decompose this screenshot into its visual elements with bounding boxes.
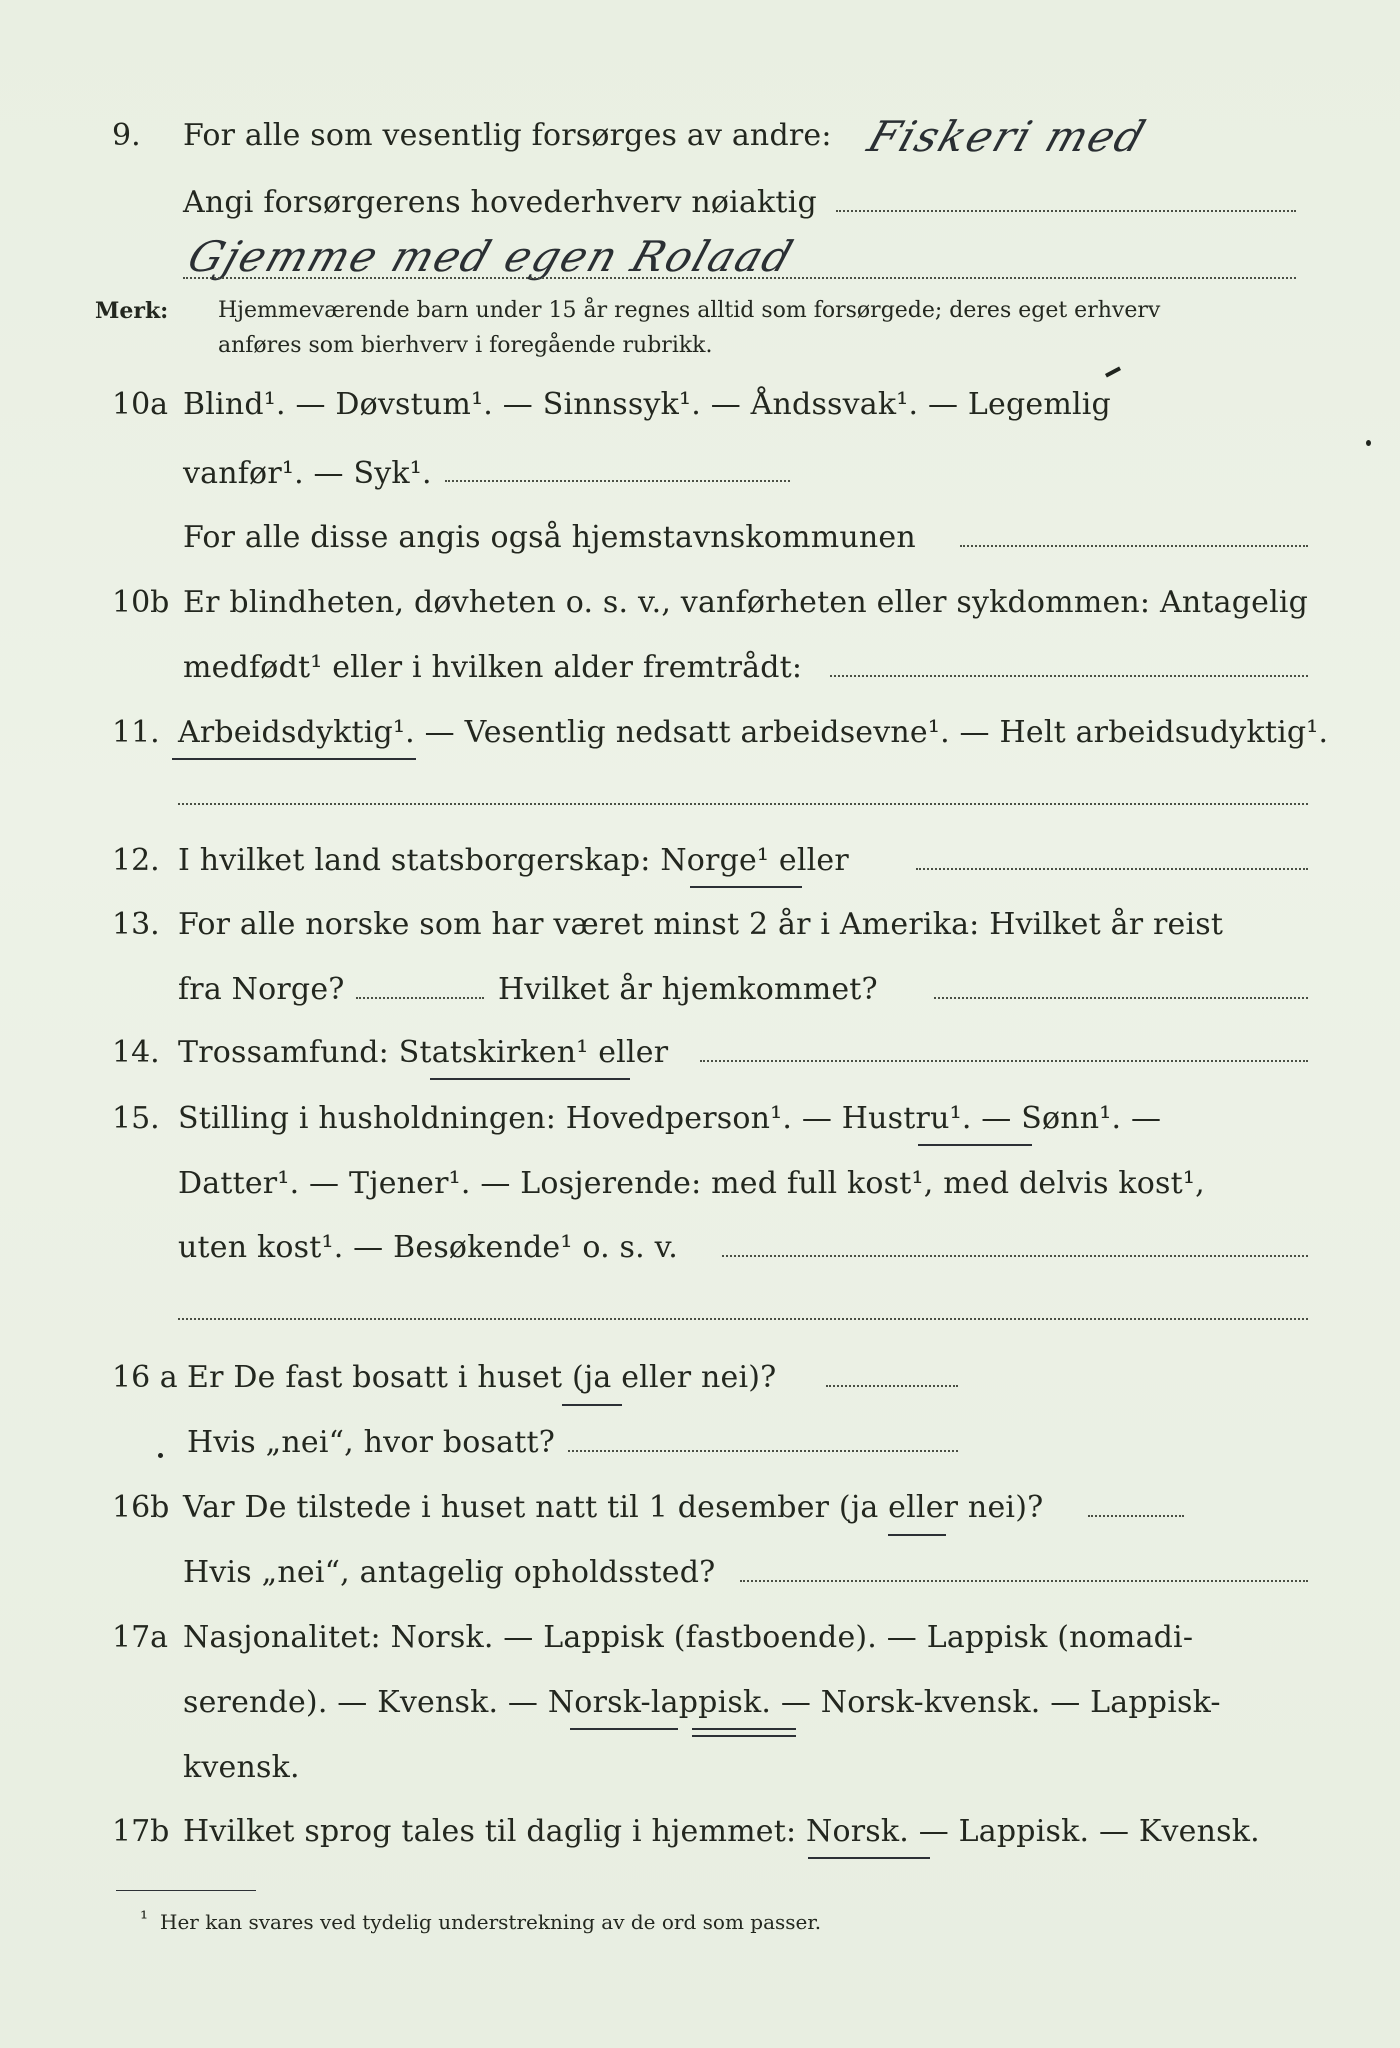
q15-fill-line-1 (722, 1255, 1308, 1257)
q11-fill-line (178, 803, 1308, 805)
q16a-fill-line-2 (568, 1450, 958, 1452)
q15-line1: Stilling i husholdningen: Hovedperson¹. — Hustru¹. — Sønn¹. — (178, 1101, 1162, 1136)
q12-number: 12. (112, 843, 160, 878)
q12-fill-line (916, 868, 1308, 870)
q10a-line1: Blind¹. — Døvstum¹. — Sinnssyk¹. — Åndssvak¹. — Legemlig (183, 387, 1111, 422)
q15-underline-hustru (918, 1144, 1032, 1146)
q14-number: 14. (112, 1035, 160, 1070)
q9-number: 9. (112, 118, 141, 153)
q13-fill-line-1 (356, 997, 484, 999)
footnote-mark: ¹ (140, 1906, 149, 1930)
q9-fill-line-1 (836, 210, 1296, 212)
footnote-text: Her kan svares ved tydelig understrekning av de ord som passer. (160, 1910, 822, 1934)
q17b-underline-norsk (808, 1857, 930, 1859)
q15-line3: uten kost¹. — Besøkende¹ o. s. v. (178, 1230, 678, 1265)
q16a-number: 16 a (112, 1360, 178, 1395)
q16b-line1: Var De tilstede i huset natt til 1 desember (ja eller nei)? (183, 1490, 1044, 1525)
q16b-number: 16b (112, 1490, 170, 1525)
q16b-underline-ja (888, 1534, 946, 1536)
q10a-line2: vanfør¹. — Syk¹. (183, 456, 432, 491)
q13-line2b: Hvilket år hjemkommet? (498, 972, 878, 1007)
q15-line2: Datter¹. — Tjener¹. — Losjerende: med full kost¹, med delvis kost¹, (178, 1166, 1205, 1201)
q10a-fill-line-2 (960, 545, 1308, 547)
q9-handwriting-1: Fiskeri med (862, 112, 1153, 161)
q12-underline-norge (690, 886, 802, 888)
q10a-line3: For alle disse angis også hjemstavnskommunen (183, 520, 916, 555)
merk-label: Merk: (95, 298, 169, 324)
q11-line1: Arbeidsdyktig¹. — Vesentlig nedsatt arbeidsevne¹. — Helt arbeidsudyktig¹. (178, 715, 1329, 750)
q17a-underline-norsk (570, 1728, 678, 1730)
q16b-fill-line-1 (1088, 1515, 1184, 1517)
footnote-separator (116, 1890, 256, 1891)
q10b-line2: medfødt¹ eller i hvilken alder fremtrådt: (183, 650, 803, 685)
q11-number: 11. (112, 715, 160, 750)
q15-number: 15. (112, 1101, 160, 1136)
q11-underline-arbeidsdyktig (172, 758, 416, 760)
q16b-fill-line-2 (740, 1580, 1308, 1582)
q10b-line1: Er blindheten, døvheten o. s. v., vanførheten eller sykdommen: Antagelig (183, 585, 1309, 620)
q16b-line2: Hvis „nei“, antagelig opholdssted? (183, 1555, 716, 1590)
q17a-line2: serende). — Kvensk. — Norsk-lappisk. — Norsk-kvensk. — Lappisk- (183, 1685, 1221, 1720)
q17b-number: 17b (112, 1814, 170, 1849)
q10a-number: 10a (112, 387, 169, 422)
q10b-fill-line (830, 675, 1308, 677)
ink-dot (158, 1453, 163, 1458)
q15-fill-line-2 (178, 1318, 1308, 1320)
q10a-fill-line-1 (445, 480, 790, 482)
q9-fill-line-2 (183, 277, 1296, 279)
merk-line1: Hjemmeværende barn under 15 år regnes alltid som forsørgede; deres eget erhverv (218, 298, 1161, 323)
q13-line1: For alle norske som har været minst 2 år i Amerika: Hvilket år reist (178, 907, 1224, 942)
q12-line1: I hvilket land statsborgerskap: Norge¹ eller (178, 843, 849, 878)
q9-handwriting-2: Gjemme med egen Rolaad (182, 232, 801, 281)
q13-fill-line-2 (934, 997, 1308, 999)
q9-line2: Angi forsørgerens hovederhverv nøiaktig (183, 185, 817, 220)
q9-line1: For alle som vesentlig forsørges av andre: (183, 118, 832, 153)
q17a-line1: Nasjonalitet: Norsk. — Lappisk (fastboende). — Lappisk (nomadi- (183, 1620, 1194, 1655)
q17a-line3: kvensk. (183, 1750, 300, 1785)
q16a-fill-line-1 (826, 1385, 958, 1387)
q17b-line1: Hvilket sprog tales til daglig i hjemmet: Norsk. — Lappisk. — Kvensk. (183, 1814, 1260, 1849)
margin-ink-dot (1366, 440, 1371, 446)
q10b-number: 10b (112, 585, 170, 620)
q16a-line2: Hvis „nei“, hvor bosatt? (187, 1425, 556, 1460)
q13-number: 13. (112, 907, 160, 942)
q13-line2a: fra Norge? (178, 972, 345, 1007)
q14-line1: Trossamfund: Statskirken¹ eller (178, 1035, 669, 1070)
q17a-underline-lappisk-1 (692, 1728, 796, 1730)
q16a-underline-ja (562, 1404, 622, 1406)
handwritten-tick-mark (1105, 366, 1121, 377)
q16a-line1: Er De fast bosatt i huset (ja eller nei)? (187, 1360, 777, 1395)
merk-line2: anføres som bierhverv i foregående rubrikk. (218, 333, 713, 358)
q14-fill-line (700, 1060, 1308, 1062)
q14-underline-statskirken (430, 1078, 630, 1080)
q17a-number: 17a (112, 1620, 169, 1655)
q17a-underline-lappisk-2 (692, 1735, 796, 1737)
